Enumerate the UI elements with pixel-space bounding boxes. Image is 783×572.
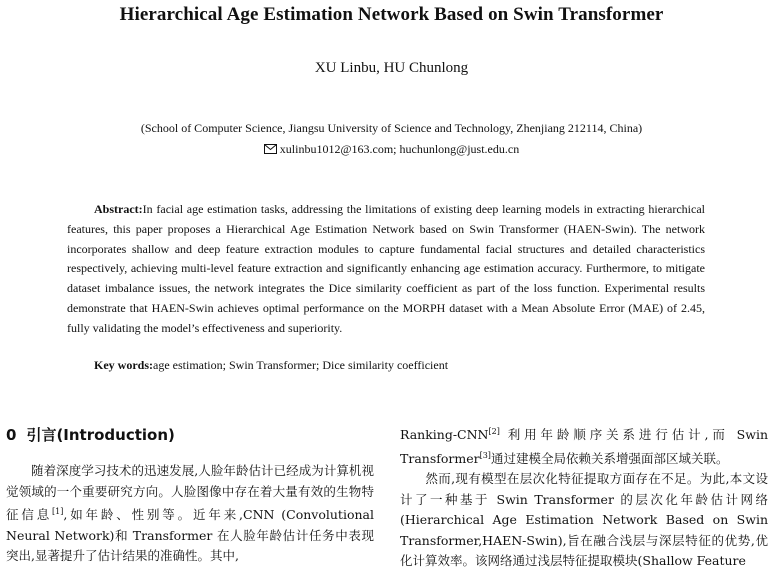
right-paragraph-0b: 利用年龄顺序关系进行估计,而 Swin Transformer [400,427,768,466]
right-paragraph-0 [400,422,768,469]
paper-authors: XU Linbu, HU Chunlong [314,60,469,76]
email-line [0,142,783,157]
keywords-text: age estimation; Swin Transformer; Dice similarity coefficient [153,358,449,372]
right-paragraph-1 [400,469,768,572]
section-title: 引言(Introduction) [26,426,175,444]
abstract [67,200,705,339]
left-paragraph-1a: 随着深度学习技术的迅速发展,人脸年龄估计已经成为计算机视觉领域的一个重要研究方向。人脸图像中存在着大量有效的生物特征信息 [6,463,374,522]
author-emails: xulinbu1012@163.com; huchunlong@just.edu.cn [279,142,520,156]
section-heading [6,424,175,445]
envelope-icon [264,144,277,154]
abstract-label: Abstract: [94,202,143,216]
right-paragraph-0a: Ranking-CNN [400,427,489,442]
left-paragraph-1b: ,如年龄、性别等。近年来,CNN (Convolutional Neural Network)和 Transformer 在人脸年龄估计任务中表现突出,显著提升了估计结果的准确性。其中, [6,507,374,563]
keywords [94,358,714,373]
paper-title: Hierarchical Age Estimation Network Based on Swin Transformer [119,4,664,25]
right-column-text [400,422,768,572]
author-affiliation: (School of Computer Science, Jiangsu University of Science and Technology, Zhenjiang 212114, China) [140,121,643,135]
citation-1: [1] [52,507,64,516]
citation-3: [3] [479,450,491,460]
right-paragraph-0c: 通过建模全局依赖关系增强面部区域关联。 [490,450,729,466]
left-column-text [6,461,374,567]
citation-2: [2] [488,427,500,436]
section-number: 0 [6,426,17,444]
abstract-text: In facial age estimation tasks, addressing the limitations of existing deep learning models in extracting hierarchical features, this paper proposes a Hierarchical Age Estimation Network based on Swin Transformer (HAEN-Swin). The network incorporates shallow and deep feature extraction modules to capture fundamental facial structures and detailed characteristics respectively, achieving multi-level feature extraction and significantly enhancing age estimation accuracy. Furthermore, to mitigate dataset imbalance issues, the network integrates the Dice similarity coefficient as part of the loss function. Experimental results demonstrate that HAEN-Swin achieves optimal performance on the MORPH dataset with a Mean Absolute Error (MAE) of 2.45, fully validating the model’s effectiveness and superiority. [67,202,705,335]
keywords-label: Key words: [94,358,153,372]
right-paragraph-1-text: 然而,现有模型在层次化特征提取方面存在不足。为此,本文设计了一种基于 Swin Transformer 的层次化年龄估计网络(Hierarchical Age Estimation Network Based on Swin Transformer,HAEN-Swin),旨在融合浅层与深层特征的优势,优化计算效率。该网络通过浅层特征提取模块(Shallow Feature [400,471,768,568]
